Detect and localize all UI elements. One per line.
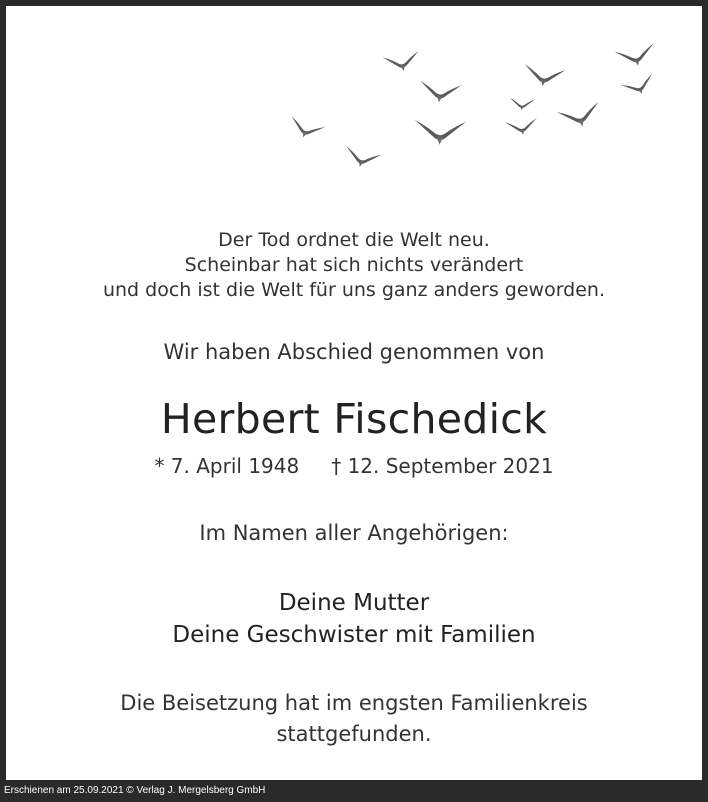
quote-line-2: Scheinbar hat sich nichts verändert <box>184 254 524 276</box>
life-dates <box>6 454 702 478</box>
birth-date: * 7. April 1948 <box>154 454 300 478</box>
mourner-line-1: Deine Mutter <box>278 590 430 616</box>
bird-icon <box>414 120 466 146</box>
bird-icon <box>621 73 658 99</box>
bird-icon <box>615 43 658 70</box>
death-date: † 12. September 2021 <box>331 454 554 478</box>
farewell-text: Wir haben Abschied genommen von <box>163 340 545 364</box>
bird-icon <box>522 64 566 89</box>
bird-icon <box>505 118 539 137</box>
quote-line-3: und doch ist die Welt für uns ganz anders geworden. <box>102 279 606 301</box>
bird-icon <box>342 146 382 172</box>
flying-birds-icon <box>6 6 702 196</box>
memorial-quote <box>6 228 702 303</box>
bird-icon <box>418 81 461 105</box>
mourners-block <box>6 587 702 651</box>
burial-line-2: stattgefunden. <box>276 722 432 746</box>
on-behalf-text: Im Namen aller Angehörigen: <box>199 521 509 545</box>
bird-icon <box>287 116 326 143</box>
mourner-line-2: Deine Geschwister mit Familien <box>172 622 536 648</box>
publication-footer: Erschienen am 25.09.2021 © Verlag J. Mergelsberg GmbH <box>4 785 266 796</box>
bird-icon <box>557 102 604 132</box>
deceased-name: Herbert Fischedick <box>160 395 548 443</box>
bird-icon <box>509 98 535 112</box>
quote-line-1: Der Tod ordnet die Welt neu. <box>218 229 490 251</box>
obituary-notice <box>6 6 702 780</box>
bird-icon <box>382 51 421 74</box>
burial-line-1: Die Beisetzung hat im engsten Familienkreis <box>120 691 588 715</box>
burial-note <box>6 688 702 750</box>
